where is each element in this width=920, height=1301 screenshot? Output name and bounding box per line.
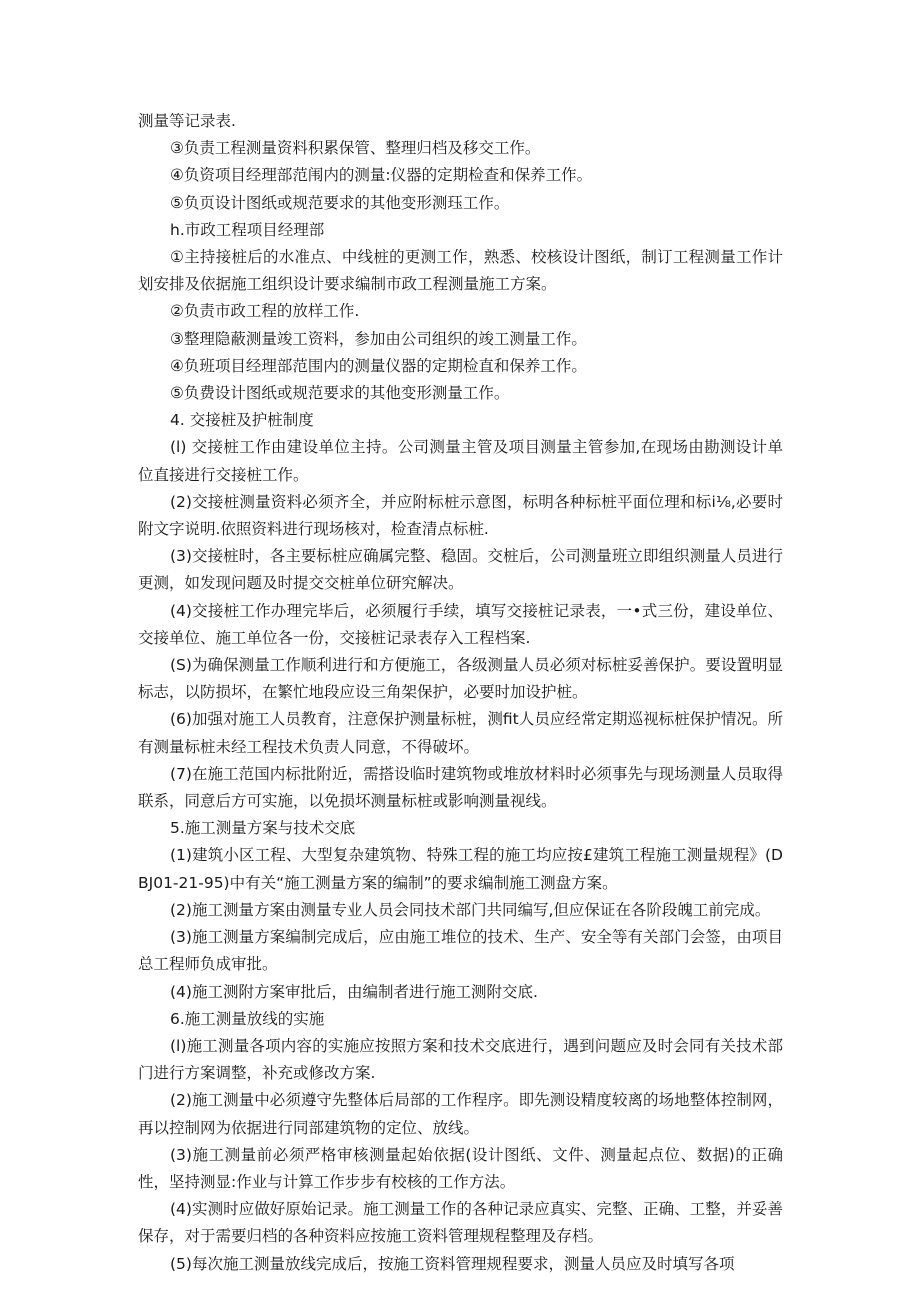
paragraph: (S)为确保测量工作顺利进行和方便施工，各级测量人员必须对标桩妥善保护。要设置明显标志，以防损坏，在繁忙地段应设三角架保护，必要时加设护桩。 — [138, 656, 783, 702]
paragraph: (4)施工测附方案审批后，由编制者进行施工测附交底. — [170, 982, 538, 1001]
paragraph: ③负责工程测量资料积累保管、整理归档及移交工作。 — [170, 139, 541, 158]
paragraph: (2)施工测量方案由测量专业人员会同技术部门共同编写,但应保证在各阶段魄工前完成。 — [170, 900, 771, 919]
paragraph: (2)施工测量中必须遵守先整体后局部的工作程序。即先测设精度较离的场地整体控制网，再以控制网为依据进行同部建筑物的定位、放线。 — [138, 1091, 783, 1137]
paragraph: ①主持接桩后的水准点、中线桩的更测工作，熟悉、校核设计图纸，制订工程测量工作计划安排及依据施工组织设计要求编制市政工程测量施工方案。 — [138, 248, 783, 294]
paragraph: (l)施工测量各项内容的实施应按照方案和技术交底进行，遇到问题应及时会同有关技术部门进行方案调整，补充或修改方案. — [138, 1036, 783, 1083]
paragraph: 测量等记录表. — [138, 112, 236, 130]
paragraph: ③整理隐蔽测量竣工资料，参加由公司组织的竣工测量工作。 — [170, 329, 587, 348]
paragraph: ②负责市政工程的放样工作. — [170, 302, 360, 321]
paragraph: (3)施工测量方案编制完成后，应由施工堆位的技术、生产、安全等有关部门会签，由项目总工程师负成审批。 — [138, 928, 783, 974]
paragraph: ④负班项目经理部范围内的测量仪器的定期检直和保养工作。 — [170, 356, 587, 375]
paragraph: (4)实测时应做好原始记录。施工测量工作的各种记录应真实、完整、正确、工整，并妥善保存，对于需要归档的各种资料应按施工资料管理规程整理及存档。 — [138, 1200, 783, 1246]
paragraph: (2)交接桩测量资料必须齐全，并应附标桩示意图，标明各种标桩平面位理和标i⅛,必要时附文字说明.依照资料进行现场核对，检查清点标桩. — [138, 492, 783, 539]
paragraph: (5)每次施工测量放线完成后，按施工资料管理规程要求，测量人员应及时填写各项 — [170, 1254, 735, 1273]
paragraph: (3)施工测量前必须严格审核测量起始依据(设计图纸、文件、测量起点位、数据)的正确性，坚持测显:作业与计算工作步步有校核的工作方法。 — [138, 1145, 783, 1191]
paragraph: ⑤负页设计图纸或规范要求的其他变形测珏工作。 — [170, 193, 510, 212]
section-heading: h.市政工程项目经理部 — [170, 220, 325, 239]
document-body — [138, 108, 783, 1278]
paragraph: (6)加强对施工人员教育，注意保护测量标桩，测fit人员应经常定期巡视标桩保护情况。所有测量标桩未经工程技术负责人同意，不得破坏。 — [138, 710, 783, 756]
paragraph: (3)交接桩时，各主要标桩应确属完整、稳固。交桩后，公司测量班立即组织测量人员进行更测，如发现问题及时提交交桩单位研究解决。 — [138, 547, 783, 593]
paragraph: (7)在施工范国内标批附近，需搭设临时建筑物或堆放材料时必须事先与现场测量人员取得联系，同意后方可实施，以免损坏测量标桩或影响测量视线。 — [138, 764, 783, 811]
section-heading: 6.施工测量放线的实施 — [170, 1009, 325, 1028]
paragraph: ④负资项目经理部范闱内的测量:仪器的定期检查和保养工作。 — [170, 166, 593, 185]
section-heading: 4. 交接桩及护桩制度 — [170, 411, 314, 430]
paragraph: (4)交接桩工作办理完毕后，必须履行手续，填写交接桩记录表，一•式三份，建设单位、交接单位、施工单位各一份，交接桩记录表存入工程档案. — [138, 601, 783, 647]
paragraph: ⑤负费设计图纸或规范要求的其他变形测量工作。 — [170, 384, 510, 403]
paragraph: (l) 交接桩工作由建设单位主持。公司测量主管及项目测量主管参加,在现场由勘测设计单位直接进行交接桩工作。 — [138, 438, 783, 484]
paragraph: (1)建筑小区工程、大型复杂建筑物、特殊工程的施工均应按£建筑工程施工测量规程》(DBJ01-21-95)中有关“施工测量方案的编制”的要求编制施工测盘方案。 — [138, 846, 783, 892]
section-heading: 5.施工测量方案与技术交底 — [170, 819, 356, 838]
